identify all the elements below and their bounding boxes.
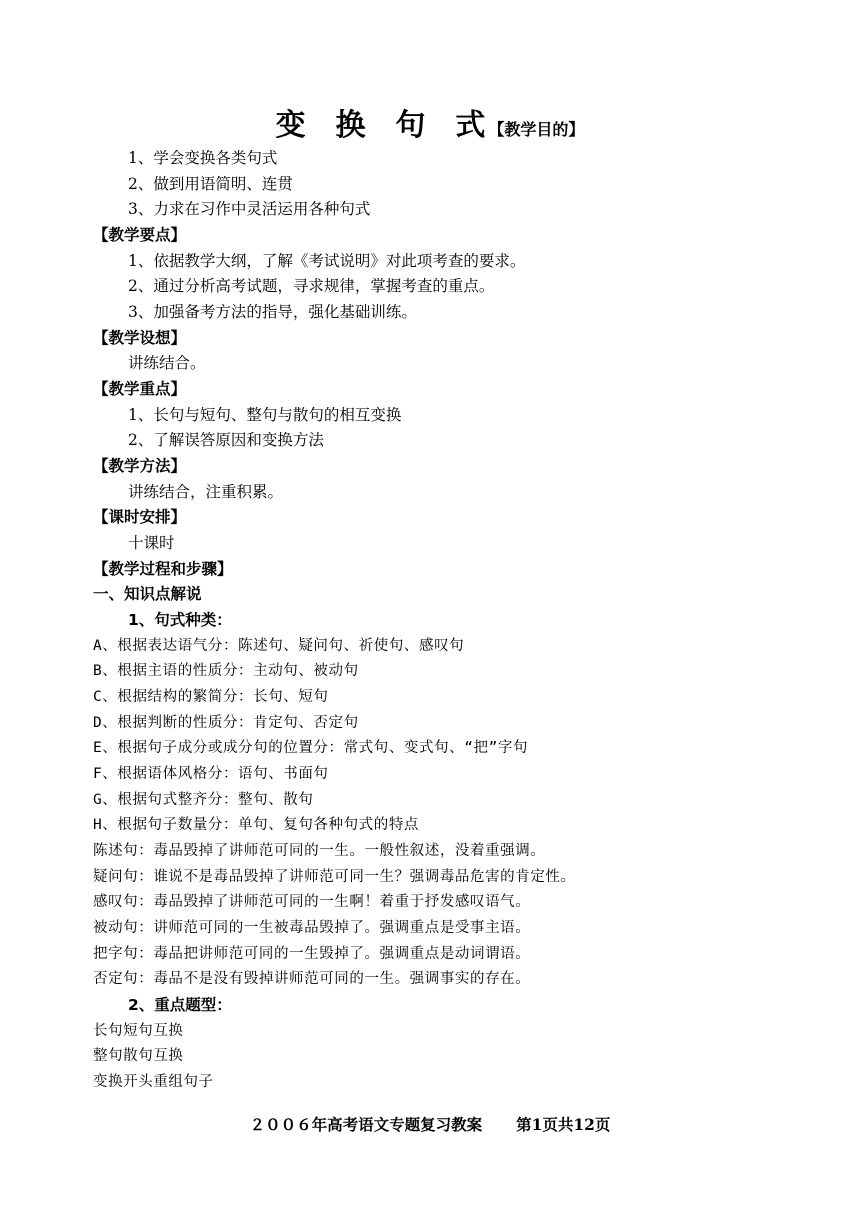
question-type-item: 长句短句互换 <box>93 1023 184 1039</box>
objective-item: 1、学会变换各类句式 <box>128 149 278 167</box>
example-sentence: 疑问句：谁说不是毒品毁掉了讲师范可同一生？强调毒品危害的肯定性。 <box>93 869 576 885</box>
method-text: 讲练结合，注重积累。 <box>128 483 284 501</box>
example-sentence: 被动句：讲师范可同的一生被毒品毁掉了。强调重点是受事主语。 <box>93 920 531 936</box>
question-type-item: 变换开头重组句子 <box>93 1074 214 1090</box>
subsection-heading: 一、知识点解说 <box>93 585 202 603</box>
subsection-heading: 2、重点题型： <box>128 996 232 1014</box>
key-point-item: 3、加强备考方法的指导，强化基础训练。 <box>128 303 417 321</box>
objective-item: 3、力求在习作中灵活运用各种句式 <box>128 200 371 218</box>
focus-item: 1、长句与短句、整句与散句的相互变换 <box>128 406 402 424</box>
page-number: 第1页共12页 <box>516 1115 611 1134</box>
section-heading-schedule: 【课时安排】 <box>93 508 187 526</box>
sentence-type-item: A、根据表达语气分：陈述句、疑问句、祈使句、感叹句 <box>93 638 465 654</box>
objective-item: 2、做到用语简明、连贯 <box>128 175 293 193</box>
page-footer <box>0 1113 860 1135</box>
example-sentence: 感叹句：毒品毁掉了讲师范可同的一生啊！着重于抒发感叹语气。 <box>93 894 531 910</box>
key-point-item: 1、依据教学大纲，了解《考试说明》对此项考查的要求。 <box>128 252 526 270</box>
key-point-item: 2、通过分析高考试题，寻求规律，掌握考查的重点。 <box>128 277 495 295</box>
section-heading-key-points: 【教学要点】 <box>93 226 187 244</box>
section-heading-focus: 【教学重点】 <box>93 380 187 398</box>
section-heading-process: 【教学过程和步骤】 <box>93 560 233 578</box>
footer-title: ２００６年高考语文专题复习教案 <box>249 1115 483 1134</box>
title-main: 变 换 句 式 <box>275 108 489 143</box>
section-heading-method: 【教学方法】 <box>93 457 187 475</box>
page-title <box>0 100 860 144</box>
sentence-type-item: B、根据主语的性质分：主动句、被动句 <box>93 663 359 679</box>
sentence-type-item: E、根据句子成分或成分句的位置分：常式句、变式句、“把”字句 <box>93 740 529 756</box>
title-suffix: 【教学目的】 <box>488 120 585 139</box>
sentence-type-item: C、根据结构的繁简分：长句、短句 <box>93 689 329 705</box>
section-heading-design: 【教学设想】 <box>93 329 187 347</box>
sentence-type-item: H、根据句子数量分：单句、复句各种句式的特点 <box>93 817 419 833</box>
question-type-item: 整句散句互换 <box>93 1048 184 1064</box>
sentence-type-item: G、根据句式整齐分：整句、散句 <box>93 792 314 808</box>
sentence-type-item: D、根据判断的性质分：肯定句、否定句 <box>93 715 359 731</box>
design-text: 讲练结合。 <box>128 354 206 372</box>
focus-item: 2、了解误答原因和变换方法 <box>128 431 324 449</box>
example-sentence: 把字句：毒品把讲师范可同的一生毁掉了。强调重点是动词谓语。 <box>93 946 531 962</box>
schedule-text: 十课时 <box>128 534 175 552</box>
example-sentence: 陈述句：毒品毁掉了讲师范可同的一生。一般性叙述，没着重强调。 <box>93 843 546 859</box>
sentence-type-item: F、根据语体风格分：语句、书面句 <box>93 766 329 782</box>
subsection-heading: 1、句式种类： <box>128 611 232 629</box>
example-sentence: 否定句：毒品不是没有毁掉讲师范可同的一生。强调事实的存在。 <box>93 971 531 987</box>
